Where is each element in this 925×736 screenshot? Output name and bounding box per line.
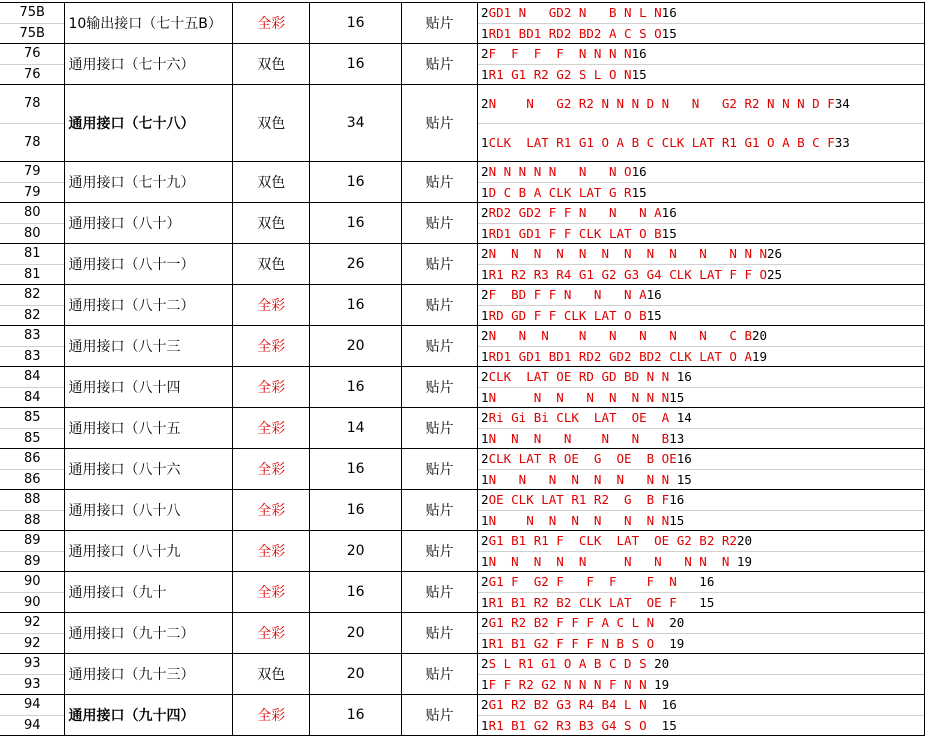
interface-name-cell[interactable]: 通用接口（八十八 [65,490,233,531]
pin-names: G1 B1 R1 F CLK LAT OE G2 B2 R2 [488,533,737,549]
line-number: 2 [481,574,489,590]
row-id: 94 [0,715,64,736]
color-type-cell[interactable]: 双色 [233,85,310,162]
pin-names: GD1 N GD2 N B N L N [488,5,662,21]
row-id-cell[interactable] [0,613,65,654]
pin-total: 16 [661,697,677,713]
pin-count-cell[interactable]: 16 [310,3,402,44]
pin-total: 19 [736,553,752,569]
interface-name-cell[interactable]: 通用接口（八十） [65,203,233,244]
interface-name-cell[interactable]: 通用接口（七十八） [65,85,233,162]
table-row[interactable] [0,572,925,613]
pin-line-1 [478,674,924,695]
pin-count-cell[interactable]: 16 [310,44,402,85]
line-number: 2 [481,533,489,549]
line-number: 2 [481,615,489,631]
mount-type-cell[interactable]: 贴片 [402,85,478,162]
pin-names: Ri Gi Bi CLK LAT OE A [488,410,677,426]
pin-total: 16 [699,574,715,590]
color-type-cell[interactable]: 全彩 [233,408,310,449]
pin-definition-cell[interactable] [478,490,925,531]
interface-name-cell[interactable]: 通用接口（七十六） [65,44,233,85]
pin-definition-cell[interactable] [478,531,925,572]
pin-count-cell[interactable]: 20 [310,613,402,654]
pin-names: N N N N N N N O [488,164,632,180]
pin-total: 15 [669,389,685,405]
pin-total: 15 [646,307,662,323]
mount-type-cell[interactable]: 贴片 [402,367,478,408]
color-type-cell[interactable]: 全彩 [233,326,310,367]
pin-line-1 [478,64,924,85]
line-number: 2 [481,451,489,467]
line-number: 1 [481,307,489,323]
pin-line-2 [478,572,924,592]
row-id-cell[interactable] [0,531,65,572]
mount-type-cell[interactable]: 贴片 [402,244,478,285]
pin-names: N N N N N N N N [488,471,677,487]
pin-line-2 [478,490,924,510]
row-id-cell[interactable] [0,85,65,162]
mount-type-cell[interactable]: 贴片 [402,285,478,326]
pin-count-cell[interactable]: 20 [310,531,402,572]
pin-definition-cell[interactable] [478,613,925,654]
pin-line-1 [478,633,924,654]
pin-total: 14 [676,410,692,426]
row-id: 90 [23,574,41,590]
pin-count-cell[interactable]: 14 [310,408,402,449]
pin-line-2 [478,613,924,633]
row-id: 86 [23,451,41,467]
line-number: 1 [481,134,489,150]
pin-names: N N G2 R2 N N N D N N G2 R2 N N N D F [488,96,835,112]
table-row[interactable] [0,613,925,654]
pin-total: 16 [669,492,685,508]
row-id: 84 [0,387,64,408]
row-id: 90 [0,592,64,613]
color-type-cell[interactable]: 全彩 [233,572,310,613]
table-row[interactable] [0,326,925,367]
row-id: 88 [23,492,41,508]
pin-line-2 [478,695,924,715]
pin-line-2 [478,44,924,64]
pin-total: 25 [767,266,783,282]
pin-names: RD1 BD1 RD2 BD2 A C S O [488,25,662,41]
row-id: 80 [0,223,64,244]
color-type-cell[interactable]: 全彩 [233,3,310,44]
pin-count-cell[interactable]: 16 [310,367,402,408]
interface-name-cell[interactable]: 通用接口（八十五 [65,408,233,449]
line-number: 2 [481,205,489,221]
pin-names: R1 G1 R2 G2 S L O N [488,66,632,82]
row-id: 82 [0,305,64,326]
interface-name-cell[interactable]: 通用接口（九十二） [65,613,233,654]
pin-definition-cell[interactable] [478,3,925,44]
pin-line-2 [478,654,924,674]
line-number: 1 [481,348,489,364]
pin-total: 26 [767,246,783,262]
table-row[interactable] [0,490,925,531]
line-number: 1 [481,553,489,569]
mount-type-cell[interactable]: 贴片 [402,203,478,244]
pin-names: N N N N N N N N [488,389,670,405]
line-number: 2 [481,492,489,508]
row-id: 84 [23,369,41,385]
row-id: 92 [0,633,64,654]
table-row[interactable] [0,654,925,695]
pin-names: RD1 GD1 F F CLK LAT O B [488,225,662,241]
pin-names: G1 F G2 F F F F N [488,574,700,590]
row-id: 80 [23,205,41,221]
pin-definition-cell[interactable] [478,85,925,162]
pin-line-2 [478,85,924,123]
line-number: 2 [481,410,489,426]
line-number: 2 [481,96,489,112]
pin-count-cell[interactable]: 16 [310,449,402,490]
pin-count-cell[interactable]: 16 [310,490,402,531]
pin-count-cell[interactable]: 20 [310,326,402,367]
row-id: 79 [0,182,64,203]
pin-total: 20 [654,656,670,672]
row-id: 75B [19,5,45,21]
color-type-cell[interactable]: 全彩 [233,531,310,572]
pin-names: CLK LAT R1 G1 O A B C CLK LAT R1 G1 O A B C F [488,134,835,150]
row-id: 78 [0,123,64,162]
pin-names: OE CLK LAT R1 R2 G B F [488,492,670,508]
table-row[interactable] [0,162,925,203]
mount-type-cell[interactable]: 贴片 [402,408,478,449]
pin-total: 16 [646,287,662,303]
row-id: 75B [0,23,64,44]
row-id: 78 [23,96,41,112]
color-type-cell[interactable]: 全彩 [233,367,310,408]
pin-line-1 [478,715,924,736]
pin-names: G1 R2 B2 G3 R4 B4 L N [488,697,662,713]
row-id: 85 [23,410,41,426]
pin-total: 19 [751,348,768,364]
pin-line-2 [478,244,924,264]
color-type-cell[interactable]: 全彩 [233,490,310,531]
mount-type-cell[interactable]: 贴片 [402,326,478,367]
mount-type-cell[interactable]: 贴片 [402,490,478,531]
pin-total: 19 [654,676,670,692]
mount-type-cell[interactable]: 贴片 [402,695,478,736]
pin-line-1 [478,264,924,285]
row-id-cell[interactable] [0,572,65,613]
interface-name-cell[interactable]: 通用接口（八十一） [65,244,233,285]
line-number: 1 [481,184,489,200]
row-id-cell[interactable] [0,203,65,244]
table-row[interactable] [0,244,925,285]
pin-total: 16 [676,369,692,385]
pin-names: R1 R2 R3 R4 G1 G2 G3 G4 CLK LAT F F O [488,266,768,282]
pin-line-1 [478,23,924,44]
line-number: 2 [481,46,489,62]
pin-names: R1 B1 R2 B2 CLK LAT OE F [488,594,700,610]
pin-definition-cell[interactable] [478,244,925,285]
pin-line-1 [478,428,924,449]
row-id: 79 [23,164,41,180]
line-number: 2 [481,656,489,672]
line-number: 2 [481,328,489,344]
pin-count-cell[interactable]: 34 [310,85,402,162]
pin-names: R1 B1 G2 F F F N B S O [488,635,670,651]
pin-definition-cell[interactable] [478,695,925,736]
line-number: 2 [481,5,489,21]
row-id: 88 [0,510,64,531]
pin-total: 16 [631,46,647,62]
line-number: 1 [481,594,489,610]
mount-type-cell[interactable]: 贴片 [402,162,478,203]
mount-type-cell[interactable]: 贴片 [402,44,478,85]
interface-name-cell[interactable]: 通用接口（七十九） [65,162,233,203]
interface-name-cell[interactable]: 通用接口（九十三） [65,654,233,695]
pin-total: 20 [751,328,768,344]
pin-line-1 [478,469,924,490]
pin-count-cell[interactable]: 16 [310,162,402,203]
pin-total: 19 [669,635,685,651]
mount-type-cell[interactable]: 贴片 [402,572,478,613]
line-number: 1 [481,25,489,41]
line-number: 1 [481,430,489,446]
pin-names: N N N N N N N N N N N N N [488,246,768,262]
pin-names: RD1 GD1 BD1 RD2 GD2 BD2 CLK LAT O A [488,348,752,364]
pin-definition-cell[interactable] [478,44,925,85]
pin-total: 15 [661,717,677,733]
pin-line-2 [478,285,924,305]
row-id-cell[interactable] [0,367,65,408]
pin-line-1 [478,182,924,203]
pin-names: CLK LAT OE RD GD BD N N [488,369,677,385]
row-id-cell[interactable] [0,654,65,695]
pin-count-cell[interactable]: 20 [310,654,402,695]
pin-names: N N N N N N B [488,430,670,446]
pin-line-1 [478,387,924,408]
table-row[interactable] [0,695,925,736]
line-number: 1 [481,717,489,733]
pin-total: 16 [631,164,647,180]
line-number: 2 [481,697,489,713]
pin-line-2 [478,162,924,182]
row-id: 86 [0,469,64,490]
pin-names: F BD F F N N N A [488,287,647,303]
table-row[interactable] [0,85,925,162]
pin-line-2 [478,408,924,428]
row-id: 83 [0,346,64,367]
mount-type-cell[interactable]: 贴片 [402,531,478,572]
pinout-table [0,2,925,736]
interface-name-cell[interactable]: 通用接口（八十三 [65,326,233,367]
row-id-cell[interactable] [0,244,65,285]
row-id-cell[interactable] [0,285,65,326]
row-id: 94 [23,697,41,713]
line-number: 2 [481,246,489,262]
pin-definition-cell[interactable] [478,326,925,367]
pin-definition-cell[interactable] [478,408,925,449]
pin-line-2 [478,449,924,469]
row-id: 85 [0,428,64,449]
pin-total: 15 [631,184,647,200]
pin-names: RD GD F F CLK LAT O B [488,307,647,323]
pin-names: S L R1 G1 O A B C D S [488,656,655,672]
pin-names: F F F F N N N N [488,46,632,62]
mount-type-cell[interactable]: 贴片 [402,449,478,490]
line-number: 1 [481,676,489,692]
mount-type-cell[interactable]: 贴片 [402,654,478,695]
pin-line-1 [478,123,924,162]
table-row[interactable] [0,531,925,572]
interface-name-cell[interactable]: 通用接口（九十四） [65,695,233,736]
row-id: 81 [0,264,64,285]
table-row[interactable] [0,449,925,490]
line-number: 1 [481,225,489,241]
pin-line-2 [478,531,924,551]
pin-line-1 [478,510,924,531]
row-id: 76 [0,64,64,85]
color-type-cell[interactable]: 双色 [233,203,310,244]
row-id: 93 [23,656,41,672]
interface-name-cell[interactable]: 通用接口（八十二） [65,285,233,326]
pin-line-1 [478,223,924,244]
row-id-cell[interactable] [0,449,65,490]
pin-total: 15 [631,66,647,82]
pin-line-2 [478,326,924,346]
row-id-cell[interactable] [0,408,65,449]
pin-total: 20 [736,533,752,549]
pin-line-1 [478,592,924,613]
mount-type-cell[interactable]: 贴片 [402,3,478,44]
table-row[interactable] [0,3,925,44]
pin-line-1 [478,551,924,572]
line-number: 1 [481,389,489,405]
pin-line-2 [478,367,924,387]
pin-definition-cell[interactable] [478,449,925,490]
interface-name-cell[interactable]: 通用接口（八十六 [65,449,233,490]
color-type-cell[interactable]: 双色 [233,162,310,203]
pin-definition-cell[interactable] [478,203,925,244]
pin-definition-cell[interactable] [478,285,925,326]
row-id: 92 [23,615,41,631]
row-id-cell[interactable] [0,695,65,736]
pin-names: G1 R2 B2 F F F A C L N [488,615,670,631]
pin-names: RD2 GD2 F F N N N A [488,205,662,221]
pin-names: D C B A CLK LAT G R [488,184,632,200]
interface-name-cell[interactable]: 10输出接口（七十五B） [65,3,233,44]
pin-names: F F R2 G2 N N N F N N [488,676,655,692]
pin-total: 34 [834,96,850,112]
color-type-cell[interactable]: 全彩 [233,285,310,326]
row-id-cell[interactable] [0,3,65,44]
pin-count-cell[interactable]: 16 [310,572,402,613]
pin-line-2 [478,3,924,23]
pin-definition-cell[interactable] [478,572,925,613]
pin-count-cell[interactable]: 16 [310,285,402,326]
pin-total: 15 [661,25,677,41]
row-id: 89 [0,551,64,572]
table-row[interactable] [0,367,925,408]
pin-count-cell[interactable]: 26 [310,244,402,285]
interface-name-cell[interactable]: 通用接口（八十九 [65,531,233,572]
line-number: 1 [481,471,489,487]
pin-total: 33 [834,134,850,150]
pin-line-1 [478,346,924,367]
row-id: 81 [23,246,41,262]
color-type-cell[interactable]: 全彩 [233,449,310,490]
pin-line-1 [478,305,924,326]
table-row[interactable] [0,285,925,326]
line-number: 2 [481,164,489,180]
color-type-cell[interactable]: 全彩 [233,695,310,736]
line-number: 1 [481,266,489,282]
row-id-cell[interactable] [0,326,65,367]
pin-total: 16 [676,451,692,467]
pin-names: R1 B1 G2 R3 B3 G4 S O [488,717,662,733]
row-id: 82 [23,287,41,303]
row-id: 83 [23,328,41,344]
interface-name-cell[interactable]: 通用接口（八十四 [65,367,233,408]
line-number: 2 [481,287,489,303]
row-id: 76 [23,46,41,62]
table-row[interactable] [0,203,925,244]
table-body [0,3,925,736]
pin-names: N N N N N N N N N N [488,553,737,569]
pin-definition-cell[interactable] [478,654,925,695]
pin-total: 15 [661,225,677,241]
pin-total: 15 [676,471,692,487]
pin-total: 16 [661,205,677,221]
pin-total: 20 [669,615,685,631]
row-id-cell[interactable] [0,490,65,531]
pin-total: 13 [669,430,685,446]
pin-count-cell[interactable]: 16 [310,695,402,736]
pin-names: CLK LAT R OE G OE B OE [488,451,677,467]
pin-line-2 [478,203,924,223]
table-row[interactable] [0,408,925,449]
pin-definition-cell[interactable] [478,162,925,203]
interface-name-cell[interactable]: 通用接口（九十 [65,572,233,613]
color-type-cell[interactable]: 双色 [233,244,310,285]
pin-count-cell[interactable]: 16 [310,203,402,244]
table-row[interactable] [0,44,925,85]
row-id: 93 [0,674,64,695]
pin-total: 15 [699,594,715,610]
row-id-cell[interactable] [0,162,65,203]
mount-type-cell[interactable]: 贴片 [402,613,478,654]
pin-names: N N N N N N N N C B [488,328,752,344]
line-number: 1 [481,512,489,528]
pin-names: N N N N N N N N [488,512,670,528]
row-id-cell[interactable] [0,44,65,85]
line-number: 1 [481,635,489,651]
color-type-cell[interactable]: 双色 [233,654,310,695]
color-type-cell[interactable]: 双色 [233,44,310,85]
pin-total: 15 [669,512,685,528]
row-id: 89 [23,533,41,549]
pin-total: 16 [661,5,677,21]
pin-definition-cell[interactable] [478,367,925,408]
line-number: 1 [481,66,489,82]
color-type-cell[interactable]: 全彩 [233,613,310,654]
line-number: 2 [481,369,489,385]
